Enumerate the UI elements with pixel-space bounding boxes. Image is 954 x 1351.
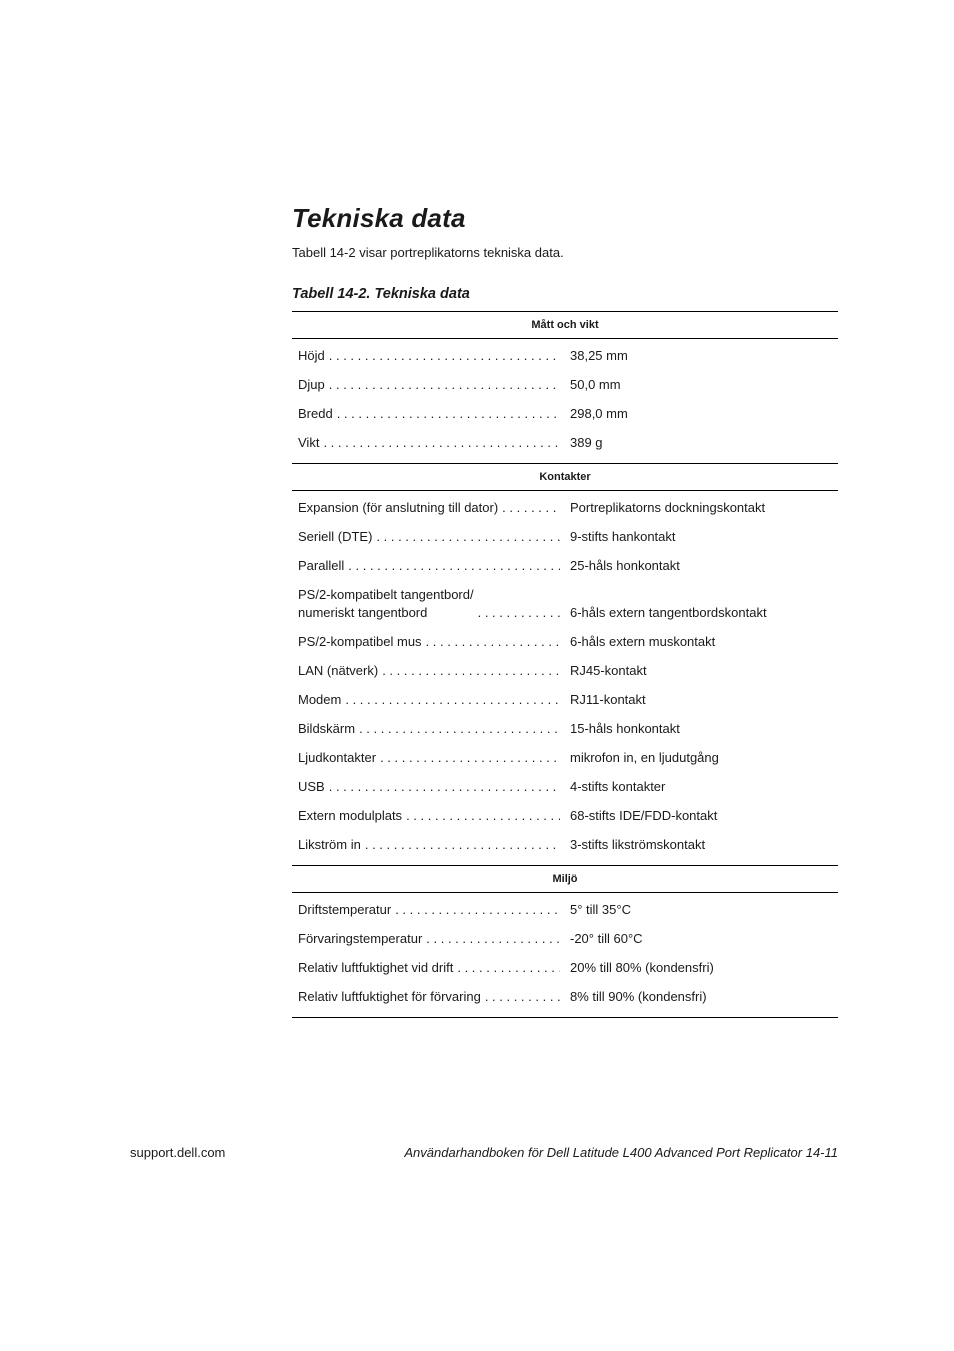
row-label: Extern modulplats bbox=[298, 808, 403, 823]
row-label: PS/2-kompatibel mus bbox=[298, 634, 422, 649]
row-label: Ljudkontakter bbox=[298, 750, 377, 765]
row-label: Vikt bbox=[298, 435, 320, 450]
table-row bbox=[292, 628, 838, 657]
row-label: Parallell bbox=[298, 558, 345, 573]
row-label: LAN (nätverk) bbox=[298, 663, 379, 678]
section-kontakter bbox=[292, 463, 838, 865]
row-value: 8% till 90% (kondensfri) bbox=[570, 989, 707, 1004]
table-row bbox=[292, 896, 838, 925]
section-matt-och-vikt bbox=[292, 311, 838, 463]
footer-url: support.dell.com bbox=[130, 1145, 226, 1160]
row-label: Bredd bbox=[298, 406, 333, 421]
row-label: PS/2-kompatibelt tangentbord/ numeriskt tangentbord bbox=[298, 587, 474, 620]
table-row bbox=[292, 831, 838, 860]
row-value: 3-stifts likströmskontakt bbox=[570, 837, 706, 852]
row-label: Seriell (DTE) bbox=[298, 529, 373, 544]
row-label: Relativ luftfuktighet vid drift bbox=[298, 960, 454, 975]
table-row bbox=[292, 581, 838, 628]
intro-text: Tabell 14-2 visar portreplikatorns tekniska data. bbox=[292, 245, 564, 260]
row-value: mikrofon in, en ljudutgång bbox=[570, 750, 719, 765]
row-value: 15-håls honkontakt bbox=[570, 721, 680, 736]
row-label: Förvaringstemperatur bbox=[298, 931, 423, 946]
row-value: 6-håls extern tangentbordskontakt bbox=[570, 605, 767, 620]
table-caption: Tabell 14-2. Tekniska data bbox=[292, 286, 470, 302]
row-value: 5° till 35°C bbox=[570, 902, 631, 917]
row-value: 68-stifts IDE/FDD-kontakt bbox=[570, 808, 718, 823]
table-row bbox=[292, 342, 838, 371]
row-label: Relativ luftfuktighet för förvaring bbox=[298, 989, 481, 1004]
table-row bbox=[292, 925, 838, 954]
row-value: -20° till 60°C bbox=[570, 931, 643, 946]
table-row bbox=[292, 657, 838, 686]
row-label: Höjd bbox=[298, 348, 325, 363]
row-value: 9-stifts hankontakt bbox=[570, 529, 676, 544]
row-label: USB bbox=[298, 779, 325, 794]
row-value: Portreplikatorns dockningskontakt bbox=[570, 500, 766, 515]
row-value: 38,25 mm bbox=[570, 348, 628, 363]
row-label: Expansion (för anslutning till dator) bbox=[298, 500, 499, 515]
row-label: Bildskärm bbox=[298, 721, 356, 736]
table-row bbox=[292, 715, 838, 744]
row-value: 389 g bbox=[570, 435, 603, 450]
page-title: Tekniska data bbox=[292, 203, 466, 233]
row-value: 25-håls honkontakt bbox=[570, 558, 680, 573]
section-miljo bbox=[292, 865, 838, 1017]
row-label: Likström in bbox=[298, 837, 361, 852]
row-label: Modem bbox=[298, 692, 342, 707]
section-heading: Miljö bbox=[292, 865, 838, 893]
table-row bbox=[292, 686, 838, 715]
table-row bbox=[292, 552, 838, 581]
row-value: 50,0 mm bbox=[570, 377, 621, 392]
row-value: 4-stifts kontakter bbox=[570, 779, 666, 794]
table-row bbox=[292, 983, 838, 1012]
row-label: Djup bbox=[298, 377, 325, 392]
row-value: 20% till 80% (kondensfri) bbox=[570, 960, 714, 975]
row-value: RJ11-kontakt bbox=[570, 692, 646, 707]
table-row bbox=[292, 371, 838, 400]
table-row bbox=[292, 494, 838, 523]
table-row bbox=[292, 400, 838, 429]
table-row bbox=[292, 802, 838, 831]
table-row bbox=[292, 954, 838, 983]
table-row bbox=[292, 523, 838, 552]
section-heading: Kontakter bbox=[292, 463, 838, 491]
row-value: 298,0 mm bbox=[570, 406, 628, 421]
section-heading: Mått och vikt bbox=[292, 311, 838, 339]
row-label: Driftstemperatur bbox=[298, 902, 392, 917]
table-row bbox=[292, 744, 838, 773]
table-row bbox=[292, 773, 838, 802]
row-value: 6-håls extern muskontakt bbox=[570, 634, 716, 649]
table-row bbox=[292, 429, 838, 458]
spec-table bbox=[292, 311, 838, 1018]
footer-page-info: Användarhandboken för Dell Latitude L400 Advanced Port Replicator 14-11 bbox=[404, 1145, 838, 1160]
row-value: RJ45-kontakt bbox=[570, 663, 647, 678]
